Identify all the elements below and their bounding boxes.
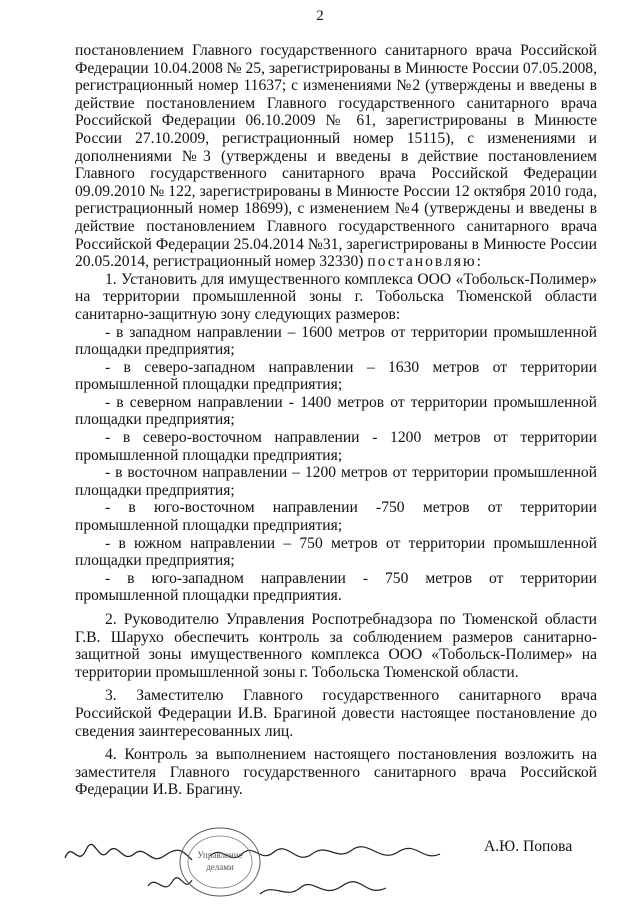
intro-paragraph: [75, 42, 597, 271]
clause-3: 3. Заместителю Главного государственного санитарного врача Российской Федерации И.В. Брагиной довести настоящее постановление до сведения заинтересованных лиц.: [75, 687, 597, 740]
resolve-word: постановляю:: [367, 253, 484, 271]
zone-item-south: - в южном направлении – 750 метров от территории промышленной площадки предприятия;: [75, 534, 597, 570]
intro-text: постановлением Главного государственного санитарного врача Российской Федерации 10.04.2008 № 25, зарегистрированы в Минюсте России 07.05.2008, регистрационный номер 11637; с изменениями №2 (утверждены и введены в действие постановлением Главного государственного санитарного врача Российской Федерации 06.10.2009 № 61, зарегистрированы в Минюсте России 27.10.2009, регистрационный номер 15115), с изменениями и дополнениями №3 (утверждены и введены в действие постановлением Главного государственного санитарного врача Российской Федерации 09.09.2010 № 122, зарегистрированы в Минюсте России 12 октября 2010 года, регистрационный номер 18699), с изменением №4 (утверждены и введены в действие постановлением Главного государственного санитарного врача Российской Федерации 25.04.2014 №31, зарегистрированы в Минюсте России 20.05.2014, регистрационный номер 32330): [75, 42, 597, 271]
clause-4: 4. Контроль за выполнением настоящего постановления возложить на заместителя Главного государственного санитарного врача Российской Федерации И.В. Брагину.: [75, 746, 597, 799]
zone-item-northeast: - в северо-восточном направлении - 1200 метров от территории промышленной площадки предприятия;: [75, 429, 597, 464]
stamp-seal: [175, 822, 265, 902]
clause-2: 2. Руководителю Управления Роспотребнадзора по Тюменской области Г.В. Шарухо обеспечить контроль за соблюдением размеров санитарно-защитной зоны имущественного комплекса ООО «Тобольск-Полимер» на территории промышленной зоны г. Тобольска Тюменской области.: [75, 611, 597, 681]
page-number: 2: [316, 8, 324, 24]
zone-item-northwest: - в северо-западном направлении – 1630 метров от территории промышленной площадки предприятия;: [75, 358, 597, 394]
zone-item-southwest: - в юго-западном направлении - 750 метров от территории промышленной площадки предприятия.: [75, 569, 597, 605]
zone-item-west: - в западном направлении – 1600 метров от территории промышленной площадки предприятия;: [75, 323, 597, 359]
signature-block: [0, 820, 640, 905]
handwritten-note: [60, 820, 480, 905]
svg-text:Управление: Управление: [197, 850, 243, 860]
zone-item-east: - в восточном направлении – 1200 метров от территории промышленной площадки предприятия;: [75, 464, 597, 499]
svg-text:делами: делами: [206, 862, 234, 872]
document-body: [75, 42, 597, 799]
clause-1: 1. Установить для имущественного комплекса ООО «Тобольск-Полимер» на территории промышленной зоны г. Тобольска Тюменской области санитарно-защитную зону следующих размеров:: [75, 270, 597, 323]
zone-item-southeast: - в юго-восточном направлении -750 метров от территории промышленной площадки предприятия;: [75, 499, 597, 535]
signatory-name: А.Ю. Попова: [484, 838, 573, 855]
zone-item-north: - в северном направлении - 1400 метров от территории промышленной площадки предприятия;: [75, 393, 597, 429]
